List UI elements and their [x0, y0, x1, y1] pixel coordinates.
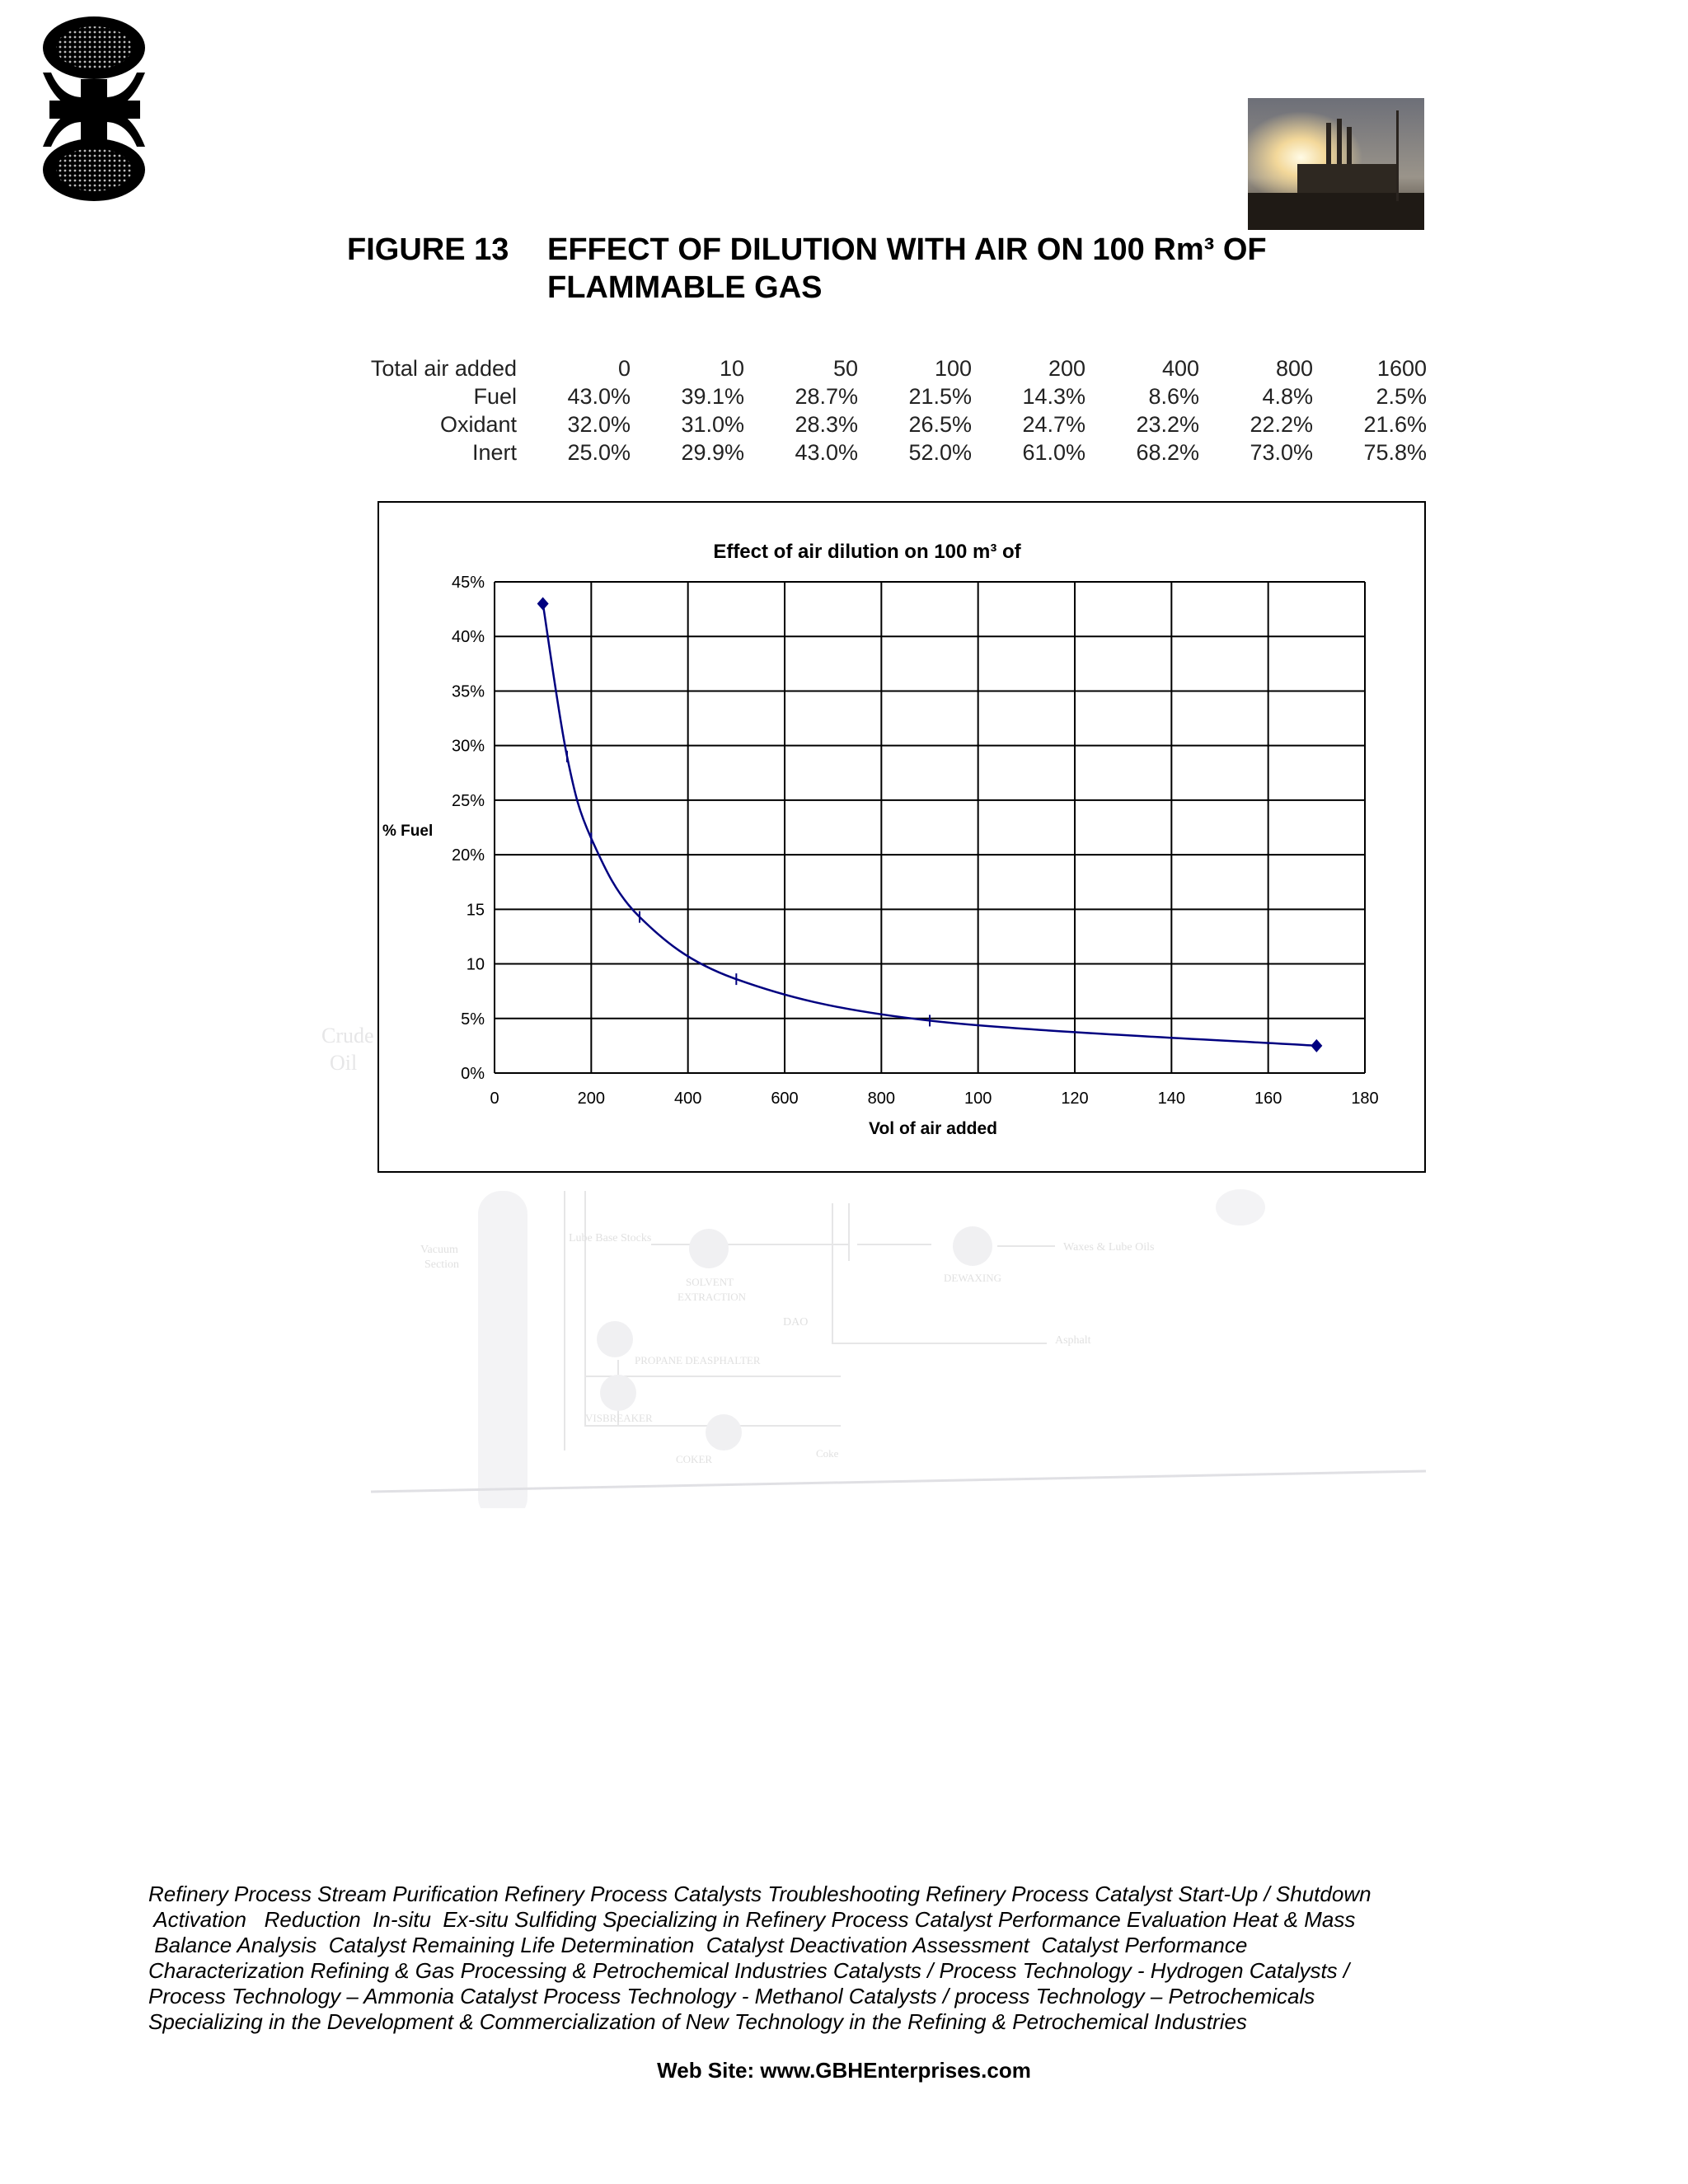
- table-cell: 73.0%: [1250, 439, 1313, 465]
- footer-line: Refinery Process Stream Purification Refinery Process Catalysts Troubleshooting Refinery Process Catalyst Start-Up / Shutdown: [148, 1882, 1372, 1906]
- table-cell: 39.1%: [681, 383, 744, 409]
- diagram-label: DEWAXING: [944, 1272, 1002, 1284]
- chart-title: Effect of air dilution on 100 m³ of: [713, 541, 1021, 563]
- table-cell: 31.0%: [681, 411, 744, 437]
- diagram-label: COKER: [676, 1453, 713, 1465]
- diagram-label: VISBREAKER: [585, 1412, 653, 1424]
- y-tick-label: 10: [466, 955, 485, 974]
- table-row: [346, 354, 1427, 382]
- company-logo: [33, 15, 157, 204]
- diagram-label: PROPANE DEASPHALTER: [635, 1354, 761, 1366]
- figure-number: FIGURE 13: [347, 232, 509, 267]
- x-tick-label: 200: [577, 1090, 606, 1108]
- y-tick-label: 30%: [451, 737, 485, 756]
- x-tick-label: 400: [673, 1090, 702, 1108]
- fuel-dilution-chart: [379, 503, 1424, 1171]
- table-cell: 32.0%: [567, 411, 631, 437]
- y-tick-label: 20%: [451, 846, 485, 865]
- diagram-label: EXTRACTION: [678, 1291, 747, 1303]
- table-cell: 52.0%: [908, 439, 972, 465]
- table-cell: 75.8%: [1363, 439, 1427, 465]
- footer-line: Activation Reduction In-situ Ex-situ Sulfiding Specializing in Refinery Process Catalyst Performance Evaluation Heat & Mass: [148, 1907, 1356, 1932]
- diagram-label: Vacuum: [420, 1244, 458, 1256]
- row-header: Inert: [471, 439, 517, 465]
- y-tick-label: 0%: [461, 1065, 485, 1083]
- y-tick-label: 45%: [451, 574, 485, 592]
- diagram-label: Crude: [321, 1024, 374, 1047]
- x-tick-label: 180: [1351, 1090, 1379, 1108]
- x-tick-label: 600: [771, 1090, 799, 1108]
- chart-frame: [377, 501, 1426, 1173]
- x-tick-label: 0: [490, 1090, 499, 1108]
- table-cell: 22.2%: [1250, 411, 1313, 437]
- y-tick-label: 15: [466, 901, 485, 920]
- table-cell: 800: [1275, 355, 1313, 381]
- y-tick-label: 25%: [451, 791, 485, 810]
- x-tick-label: 160: [1254, 1090, 1282, 1108]
- table-row: [346, 382, 1427, 410]
- table-cell: 1600: [1376, 355, 1427, 381]
- diagram-label: SOLVENT: [686, 1276, 734, 1288]
- table-cell: 68.2%: [1136, 439, 1199, 465]
- x-tick-label: 100: [964, 1090, 992, 1108]
- table-row: [346, 410, 1427, 438]
- footer-services-text: [148, 1882, 1451, 2035]
- table-cell: 200: [1048, 355, 1085, 381]
- table-cell: 50: [832, 355, 858, 381]
- diagram-label: Asphalt: [1055, 1334, 1091, 1347]
- data-point-marker: [1311, 1039, 1322, 1052]
- table-cell: 10: [719, 355, 744, 381]
- table-row: [346, 438, 1427, 466]
- footer-line: Process Technology – Ammonia Catalyst Process Technology - Methanol Catalysts / process Technology – Petrochemicals: [148, 1984, 1315, 2008]
- table-cell: 26.5%: [908, 411, 972, 437]
- y-axis-label: % Fuel: [382, 823, 434, 840]
- footer-line: Characterization Refining & Gas Processing & Petrochemical Industries Catalysts / Process Technology - Hydrogen Catalysts /: [148, 1958, 1350, 1983]
- x-tick-label: 800: [867, 1090, 896, 1108]
- series-line: [543, 603, 1317, 1045]
- diagram-label: Oil: [330, 1051, 358, 1075]
- table-cell: 23.2%: [1136, 411, 1199, 437]
- x-tick-label: 140: [1157, 1090, 1186, 1108]
- table-cell: 4.8%: [1262, 383, 1313, 409]
- row-header: Fuel: [473, 383, 517, 409]
- data-point-marker: [537, 597, 549, 610]
- footer-line: Balance Analysis Catalyst Remaining Life Determination Catalyst Deactivation Assessment Catalyst Performance: [148, 1933, 1248, 1957]
- row-header: Total air added: [370, 355, 517, 381]
- table-cell: 28.3%: [795, 411, 858, 437]
- table-cell: 2.5%: [1376, 383, 1427, 409]
- refinery-photo: [1248, 98, 1424, 230]
- x-axis-label: Vol of air added: [869, 1119, 997, 1138]
- table-cell: 43.0%: [567, 383, 631, 409]
- y-tick-label: 40%: [451, 628, 485, 647]
- table-cell: 14.3%: [1022, 383, 1085, 409]
- table-cell: 28.7%: [795, 383, 858, 409]
- dilution-table: [346, 354, 1427, 466]
- table-cell: 61.0%: [1022, 439, 1085, 465]
- diagram-label: Lube Base Stocks: [569, 1232, 652, 1244]
- row-header: Oxidant: [439, 411, 517, 437]
- diagram-label: DAO: [783, 1316, 809, 1329]
- table-cell: 25.0%: [567, 439, 631, 465]
- y-tick-label: 5%: [461, 1010, 485, 1029]
- table-cell: 24.7%: [1022, 411, 1085, 437]
- footer-line: Specializing in the Development & Commercialization of New Technology in the Refining & Petrochemical Industries: [148, 2009, 1247, 2034]
- table-cell: 100: [934, 355, 972, 381]
- table-cell: 21.5%: [908, 383, 972, 409]
- figure-caption: EFFECT OF DILUTION WITH AIR ON 100 Rm³ OF FLAMMABLE GAS: [547, 232, 1267, 305]
- y-tick-label: 35%: [451, 682, 485, 701]
- diagram-label: Section: [424, 1258, 459, 1271]
- table-cell: 0: [617, 355, 631, 381]
- table-cell: 21.6%: [1363, 411, 1427, 437]
- diagram-label: Coke: [816, 1447, 839, 1460]
- diagram-label: Waxes & Lube Oils: [1063, 1241, 1155, 1254]
- website-link[interactable]: Web Site: www.GBHEnterprises.com: [657, 2058, 1031, 2083]
- table-cell: 8.6%: [1148, 383, 1199, 409]
- table-cell: 29.9%: [681, 439, 744, 465]
- table-cell: 400: [1161, 355, 1199, 381]
- x-tick-label: 120: [1061, 1090, 1089, 1108]
- table-cell: 43.0%: [795, 439, 858, 465]
